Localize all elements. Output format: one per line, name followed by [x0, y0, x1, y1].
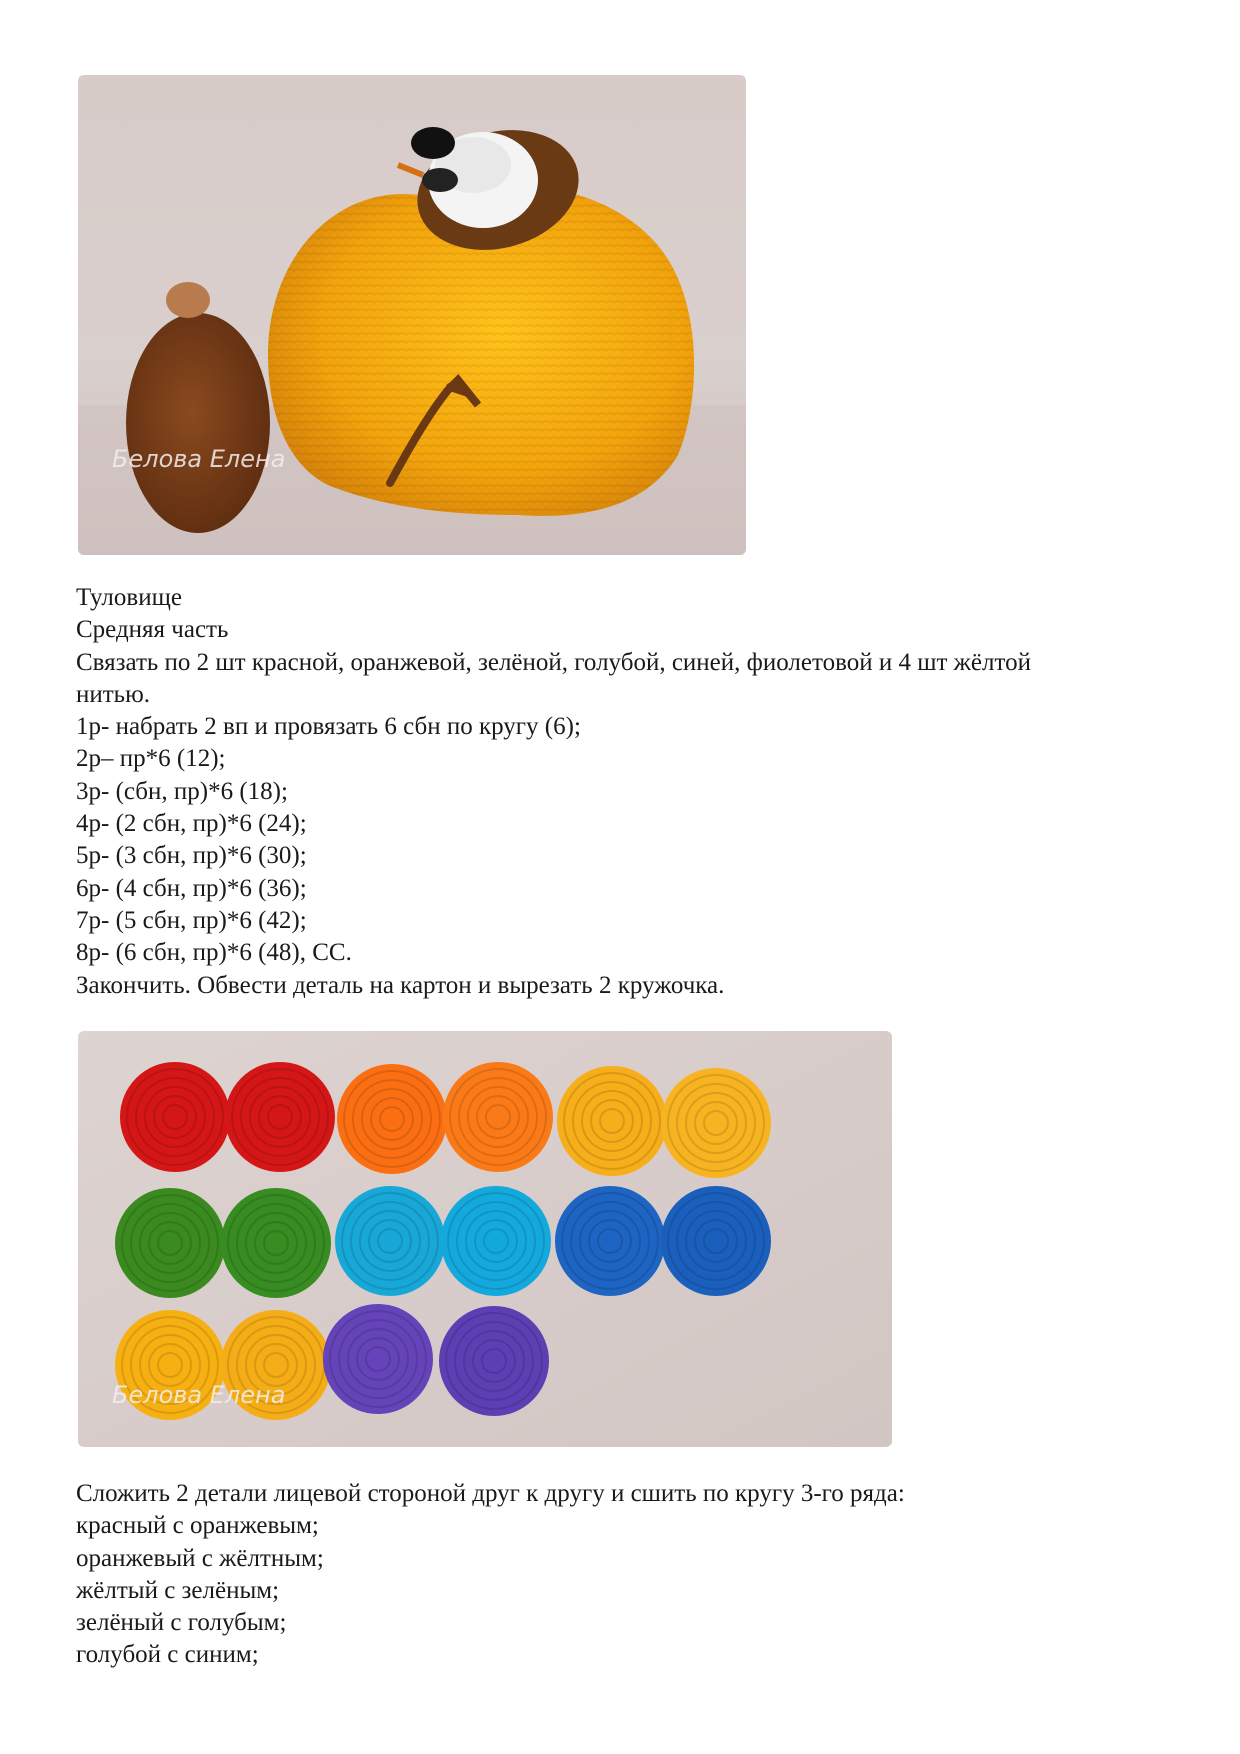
- instruction-line: Сложить 2 детали лицевой стороной друг к другу и сшить по кругу 3-го ряда:: [76, 1480, 905, 1507]
- section-heading: Туловище: [76, 584, 182, 611]
- color-pair-line: жёлтый с зелёным;: [76, 1576, 280, 1604]
- circles-photo: [78, 1031, 892, 1447]
- row-instruction: 2р– пр*6 (12);: [76, 745, 226, 773]
- subsection-heading: Средняя часть: [76, 616, 229, 644]
- sewing-instructions: [76, 1478, 1186, 1672]
- body-instructions: [76, 582, 1186, 1002]
- instruction-line: Закончить. Обвести деталь на картон и вырезать 2 кружочка.: [76, 971, 725, 999]
- brown-ball: [126, 313, 270, 533]
- color-pair-line: красный с оранжевым;: [76, 1512, 319, 1540]
- instruction-line: нитью.: [76, 680, 151, 708]
- row-instruction: 8р- (6 сбн, пр)*6 (48), СС.: [76, 939, 352, 967]
- toy-photo: [78, 75, 746, 555]
- row-instruction: 7р- (5 сбн, пр)*6 (42);: [76, 906, 307, 934]
- color-pair-line: зелёный с голубым;: [76, 1609, 287, 1637]
- color-pair-line: оранжевый с жёлтным;: [76, 1544, 324, 1572]
- photo-watermark: Белова Елена: [112, 445, 286, 473]
- row-instruction: 4р- (2 сбн, пр)*6 (24);: [76, 810, 307, 838]
- color-pair-line: голубой с синим;: [76, 1641, 259, 1669]
- row-instruction: 5р- (3 сбн, пр)*6 (30);: [76, 842, 307, 870]
- photo-watermark: Белова Елена: [112, 1381, 286, 1409]
- row-instruction: 1р- набрать 2 вп и провязать 6 сбн по кругу (6);: [76, 713, 581, 741]
- row-instruction: 6р- (4 сбн, пр)*6 (36);: [76, 874, 307, 902]
- instruction-line: Связать по 2 шт красной, оранжевой, зелёной, голубой, синей, фиолетовой и 4 шт жёлтой: [76, 648, 1031, 676]
- row-instruction: 3р- (сбн, пр)*6 (18);: [76, 777, 288, 805]
